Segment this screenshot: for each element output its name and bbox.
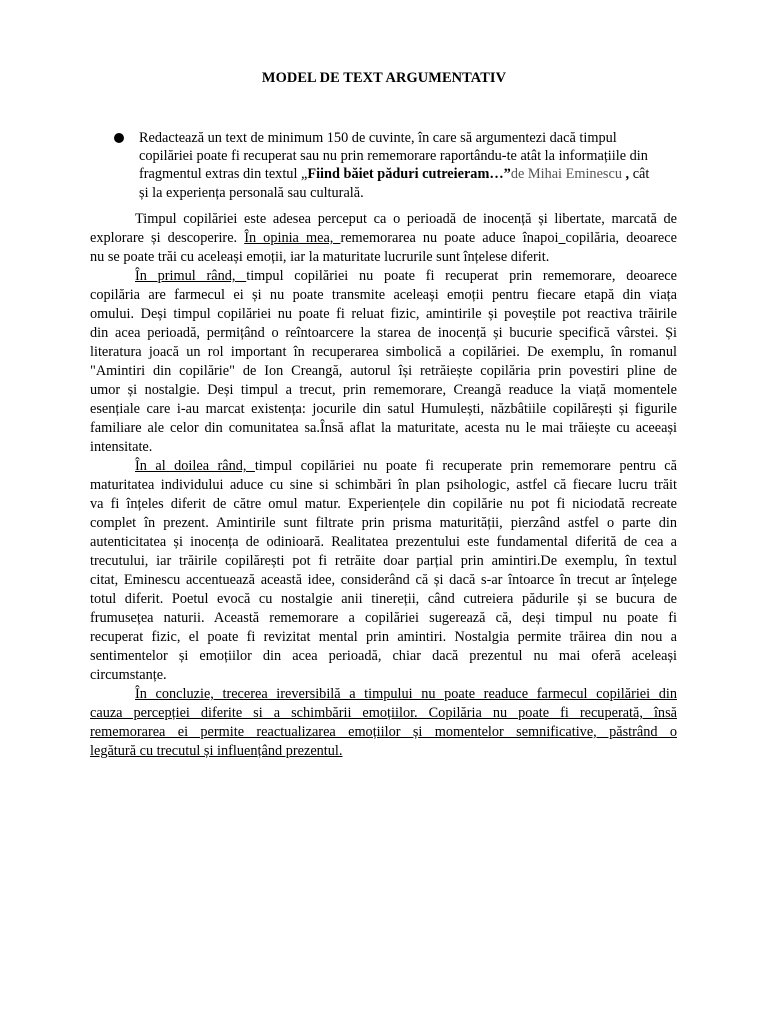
- argument2-line: sentimentelor și emoțiilor din acea perioadă, chiar dacă prezentul nu mai oferă aceleași: [90, 648, 677, 664]
- conclusion-line: [90, 742, 677, 761]
- task-line-prefix: fragmentul extras din textul „: [139, 166, 308, 183]
- argument1-line: intensitate.: [90, 439, 153, 455]
- argument1-line: copilăria are farmecul ei și nu poate transmite aceleași emoții pentru fiecare etapă din viața: [90, 287, 677, 303]
- task-line-suffix: cât: [629, 166, 650, 183]
- argument2-line: frumusețea naturii. Această rememorare a copilăriei sugerează că, deși timpul nu poate fi: [90, 610, 677, 626]
- argument1-line: esențiale care i-au marcat existența: jocurile din satul Humulești, năzbâtiile copilărești și figurile: [90, 401, 677, 417]
- argument2-line: [90, 457, 677, 476]
- argument1-line: din acea perioadă, permițând o reîntoarcere la starea de inocență și bucurie specifică vârstei. Și: [90, 325, 677, 341]
- argument2-text: timpul copilăriei nu poate fi recuperate prin rememorare pentru că: [254, 458, 678, 474]
- argument2-line: va fi înțeles diferit de către omul matur. Experiențele din copilărie nu pot fi niciodată recreate: [90, 496, 677, 512]
- intro-text: rememorarea nu poate aduce înapoi: [340, 230, 559, 246]
- page-title: MODEL DE TEXT ARGUMENTATIV: [261, 70, 507, 86]
- intro-line: Timpul copilăriei este adesea perceput ca o perioadă de inocență și libertate, marcată de: [135, 211, 677, 227]
- conclusion-line: [90, 723, 677, 742]
- conclusion-line: [90, 685, 677, 704]
- argument2-line: autenticitatea și inocența de odinioară. Realitatea prezentului este fundamental diferită de cea a: [90, 534, 677, 550]
- argument2-line: citat, Eminescu accentuează această idee, considerând că și dacă s-ar întoarce în trecut ar înțelege: [90, 572, 677, 588]
- underlined-phrase: În opinia mea,: [244, 230, 341, 246]
- underlined-space: [558, 230, 565, 246]
- conclusion-text: În concluzie, trecerea ireversibilă a timpului nu poate readuce farmecul copilăriei din: [135, 686, 677, 702]
- argument2-line: totul diferit. Poetul evocă cu nostalgie anii tinereții, când cutreiera pădurile și se bucura de: [90, 591, 677, 607]
- argument2-line: complet în prezent. Amintirile sunt filtrate prin prisma maturității, pierzând astfel o parte din: [90, 515, 677, 531]
- task-line: copilăriei poate fi recuperat sau nu prin rememorare raportându-te atât la informațiile din: [139, 148, 648, 165]
- argument2-line: recuperat fizic, el poate fi revizitat mental prin amintiri. Nostalgia permite trăirea din nou a: [90, 629, 677, 645]
- argument2-line: maturitatea individului aduce cu sine si schimbări în plan psihologic, astfel că fiecare lucru trăit: [90, 477, 677, 493]
- conclusion-text: legătură cu trecutul și influențând prezentul.: [90, 743, 343, 759]
- argument2-line: trecutului, iar trăirile copilărești pot fi retrăite doar parțial prin amintiri.De exemplu, în textul: [90, 553, 677, 569]
- intro-text: copilăria, deoarece: [565, 230, 677, 246]
- task-line: Redactează un text de minimum 150 de cuvinte, în care să argumentezi dacă timpul: [139, 130, 617, 146]
- bullet-dot-icon: [114, 133, 124, 143]
- intro-line: [90, 229, 677, 248]
- argument1-line: umor și nostalgie. Deși timpul a trecut, prin rememorare, Creangă readuce la viață momentele: [90, 382, 677, 398]
- task-line: [139, 165, 679, 183]
- work-title: Fiind băiet păduri cutreieram…: [307, 166, 504, 183]
- conclusion-text: cauza percepției diferite si a schimbării emoțiilor. Copilăria nu poate fi recuperată, însă: [90, 705, 677, 721]
- intro-line: nu se poate trăi cu aceleași emoții, iar la maturitate lucrurile sunt înțelese diferit.: [90, 249, 550, 265]
- task-line: și la experiența personală sau culturală.: [139, 184, 364, 201]
- argument1-line: [90, 267, 677, 286]
- work-title-quote: ”: [503, 166, 511, 183]
- argument1-line: omului. Deși timpul copilăriei nu poate fi reluat fizic, amintirile și poveștile pot reactiva trăirile: [90, 306, 677, 322]
- essay-body: [90, 210, 677, 761]
- intro-text: explorare și descoperire.: [90, 230, 245, 246]
- task-comma: ,: [621, 166, 630, 183]
- argument1-line: familiare ale celor din comunitatea sa.Însă aflat la maturitate, acesta nu le mai trăiește cu aceeași: [90, 420, 677, 436]
- argument1-line: "Amintiri din copilărie" de Ion Creangă, autorul își retrăiește copilăria prin povestiri pline de: [90, 363, 677, 379]
- underlined-phrase: În primul rând,: [135, 268, 247, 284]
- conclusion-text: rememorarea ei permite reactualizarea emoțiilor și momentelor semnificative, păstrând o: [90, 724, 677, 740]
- underlined-phrase: În al doilea rând,: [135, 458, 255, 474]
- conclusion-line: [90, 704, 677, 723]
- argument1-text: timpul copilăriei nu poate fi recuperat prin rememorare, deoarece: [246, 268, 678, 284]
- argument1-line: literatura joacă un rol important în recuperarea simbolică a copilăriei. De exemplu, în romanul: [90, 344, 677, 360]
- argument2-line: circumstanțe.: [90, 667, 167, 683]
- author-name: de Mihai Eminescu: [510, 166, 622, 183]
- task-text: [139, 129, 679, 202]
